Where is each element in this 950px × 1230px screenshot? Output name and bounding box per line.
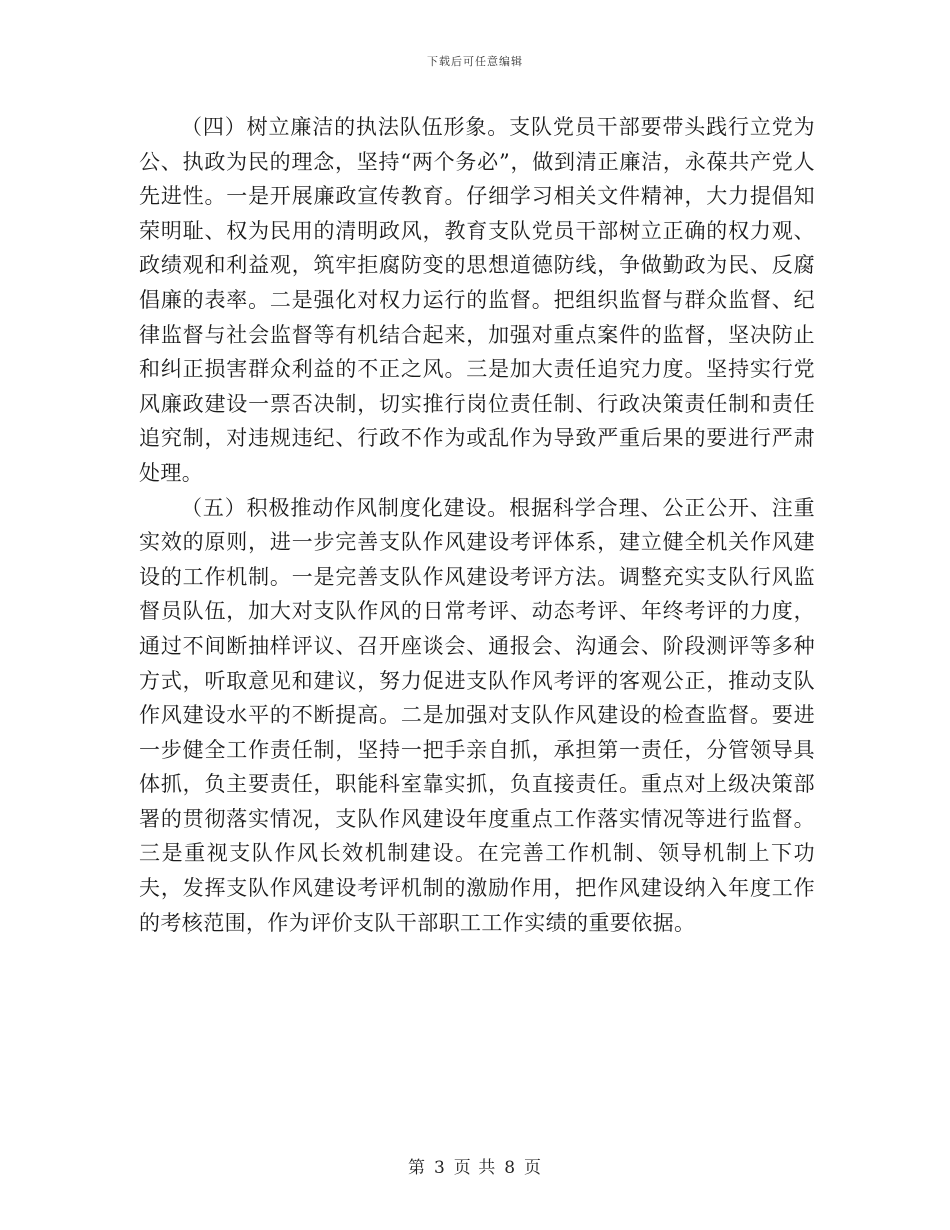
header-note: 下载后可任意编辑 (427, 55, 523, 68)
page-header (0, 53, 950, 69)
footer-middle: 页 共 (453, 1158, 497, 1178)
document-body (139, 110, 815, 940)
footer-suffix: 页 (524, 1158, 543, 1178)
total-page-count: 8 (504, 1158, 517, 1178)
paragraph-section-5: （五）积极推动作风制度化建设。根据科学合理、公正公开、注重实效的原则，进一步完善支队作风建设考评体系，建立健全机关作风建设的工作机制。一是完善支队作风建设考评方法。调整充实支队行风监督员队伍，加大对支队作风的日常考评、动态考评、年终考评的力度，通过不间断抽样评议、召开座谈会、通报会、沟通会、阶段测评等多种方式，听取意见和建议，努力促进支队作风考评的客观公正，推动支队作风建设水平的不断提高。二是加强对支队作风建设的检查监督。要进一步健全工作责任制，坚持一把手亲自抓，承担第一责任，分管领导具体抓，负主要责任，职能科室靠实抓，负直接责任。重点对上级决策部署的贯彻落实情况，支队作风建设年度重点工作落实情况等进行监督。三是重视支队作风长效机制建设。在完善工作机制、领导机制上下功夫，发挥支队作风建设考评机制的激励作用，把作风建设纳入年度工作的考核范围，作为评价支队干部职工工作实绩的重要依据。 (139, 495, 815, 935)
footer-prefix: 第 (407, 1158, 426, 1178)
current-page-number: 3 (433, 1158, 446, 1178)
page-footer (0, 1153, 950, 1178)
paragraph-section-4: （四）树立廉洁的执法队伍形象。支队党员干部要带头践行立党为公、执政为民的理念，坚持“两个务必”，做到清正廉洁，永葆共产党人先进性。一是开展廉政宣传教育。仔细学习相关文件精神，大力提倡知荣明耻、权为民用的清明政风，教育支队党员干部树立正确的权力观、政绩观和利益观，筑牢拒腐防变的思想道德防线，争做勤政为民、反腐倡廉的表率。二是强化对权力运行的监督。把组织监督与群众监督、纪律监督与社会监督等有机结合起来，加强对重点案件的监督，坚决防止和纠正损害群众利益的不正之风。三是加大责任追究力度。坚持实行党风廉政建设一票否决制，切实推行岗位责任制、行政决策责任制和责任追究制，对违规违纪、行政不作为或乱作为导致严重后果的要进行严肃处理。 (139, 115, 815, 485)
